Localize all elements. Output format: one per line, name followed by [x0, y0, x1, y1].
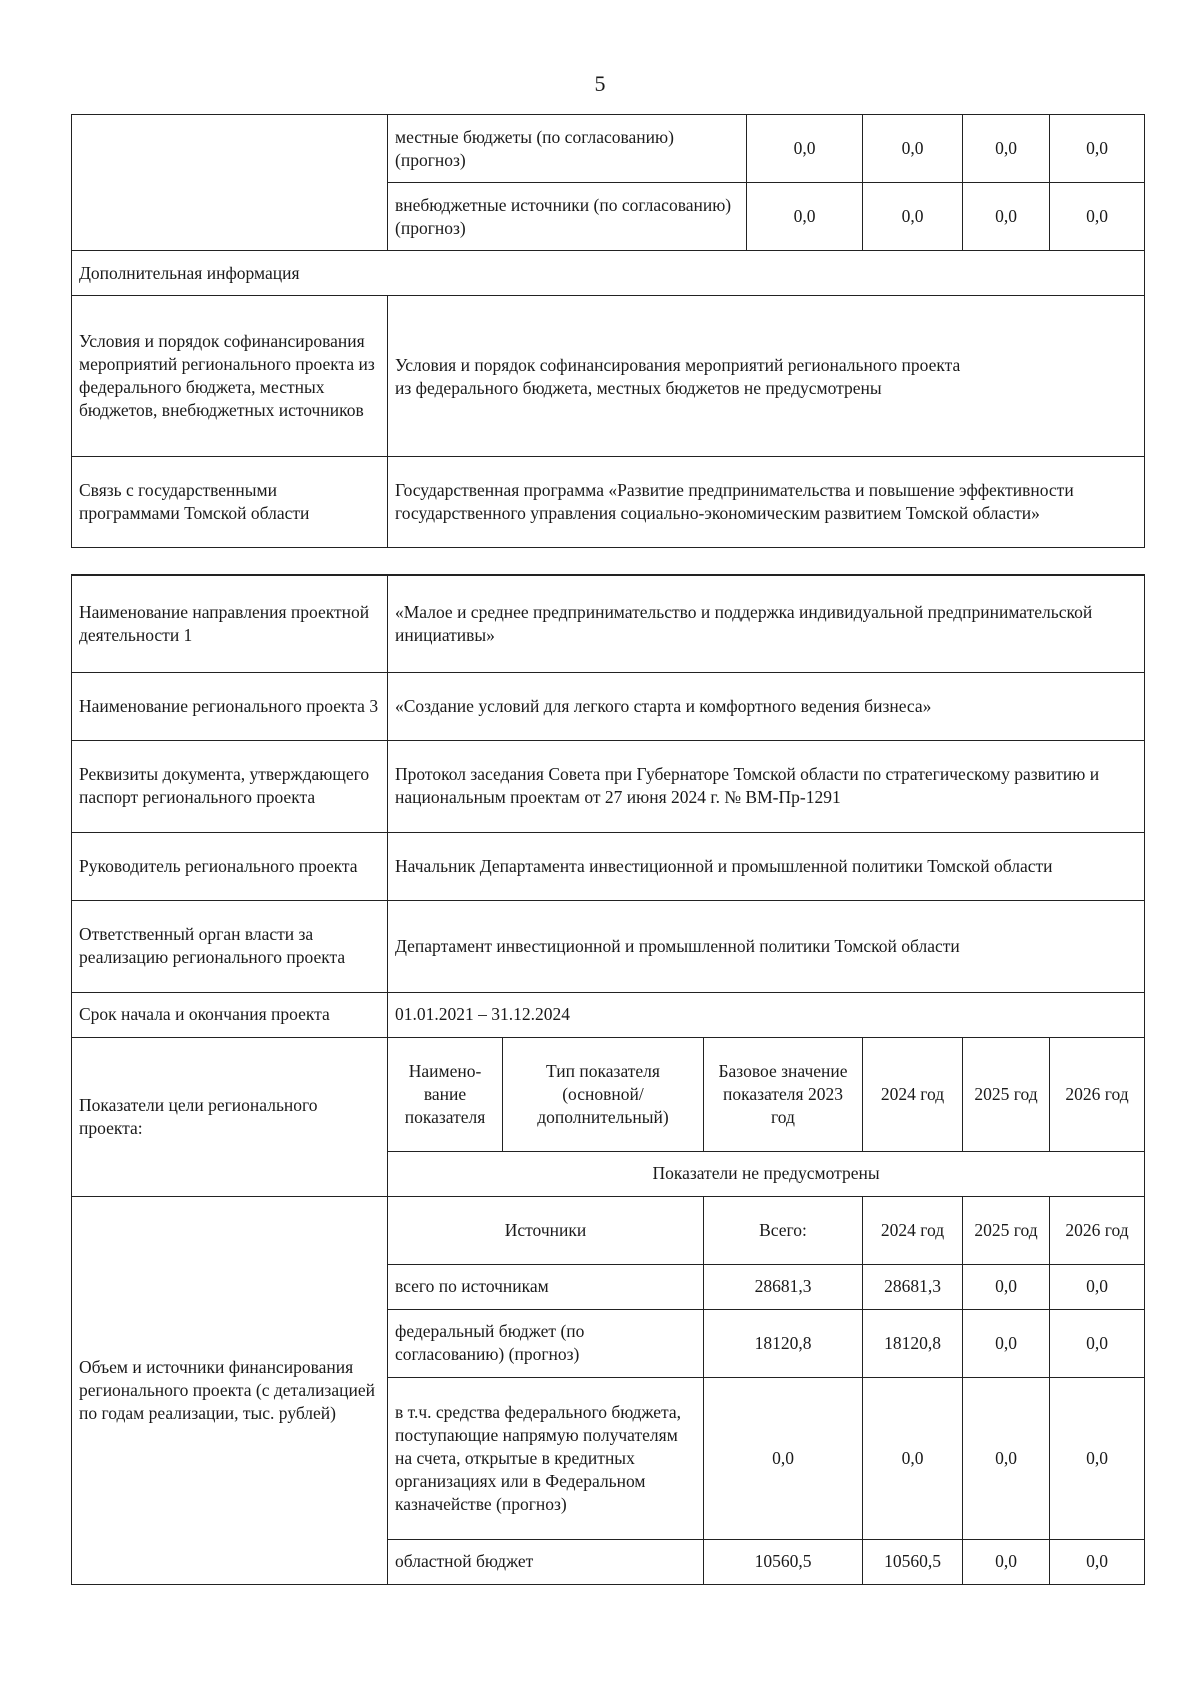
column-header: 2024 год	[863, 1196, 963, 1264]
column-header: 2025 год	[963, 1196, 1050, 1264]
value-cell: 0,0	[863, 183, 963, 251]
source-cell: всего по источникам	[388, 1264, 704, 1309]
row-value: 01.01.2021 – 31.12.2024	[388, 992, 1145, 1037]
row-label: Показатели цели регионального проекта:	[72, 1037, 388, 1196]
value-cell: 0,0	[1050, 183, 1145, 251]
table-row	[72, 457, 1145, 548]
row-label: Реквизиты документа, утверждающего паспорт регионального проекта	[72, 740, 388, 832]
table-row	[72, 1196, 1145, 1264]
value-cell: 0,0	[963, 1539, 1050, 1584]
value-cell: 0,0	[963, 183, 1050, 251]
value-cell: 0,0	[1050, 1377, 1145, 1539]
row-label: Наименование направления проектной деятельности 1	[72, 575, 388, 672]
value-cell: 0,0	[1050, 1309, 1145, 1377]
table-row	[72, 672, 1145, 740]
value-cell: 0,0	[863, 1377, 963, 1539]
row-label: Объем и источники финансирования регионального проекта (с детализацией по годам реализации, тыс. рублей)	[72, 1196, 388, 1584]
source-cell: внебюджетные источники (по согласованию) (прогноз)	[388, 183, 747, 251]
indicators-none: Показатели не предусмотрены	[388, 1151, 1145, 1196]
value-cell: 0,0	[747, 115, 863, 183]
column-header: 2024 год	[863, 1037, 963, 1151]
column-header: Наимено-вание показателя	[388, 1037, 503, 1151]
source-cell: в т.ч. средства федерального бюджета, поступающие напрямую получателям на счета, открытые в кредитных организациях или в Федеральном казначействе (прогноз)	[388, 1377, 704, 1539]
column-header: 2026 год	[1050, 1037, 1145, 1151]
table-row	[72, 296, 1145, 457]
source-cell: областной бюджет	[388, 1539, 704, 1584]
row-value: Начальник Департамента инвестиционной и промышленной политики Томской области	[388, 832, 1145, 900]
row-value: Государственная программа «Развитие предпринимательства и повышение эффективности государственного управления социально-экономическим развитием Томской области»	[388, 457, 1145, 548]
value-cell: 10560,5	[704, 1539, 863, 1584]
row-value: «Малое и среднее предпринимательство и поддержка индивидуальной предпринимательской инициативы»	[388, 575, 1145, 672]
source-cell: федеральный бюджет (по согласованию) (прогноз)	[388, 1309, 704, 1377]
value-cell: 18120,8	[704, 1309, 863, 1377]
value-cell: 0,0	[1050, 1539, 1145, 1584]
value-cell: 0,0	[747, 183, 863, 251]
table-row	[72, 575, 1145, 672]
value-cell: 0,0	[863, 115, 963, 183]
value-cell: 28681,3	[863, 1264, 963, 1309]
table-row	[72, 251, 1145, 296]
value-cell: 0,0	[1050, 115, 1145, 183]
column-header: 2025 год	[963, 1037, 1050, 1151]
row-label: Наименование регионального проекта 3	[72, 672, 388, 740]
column-header: Базовое значение показателя 2023 год	[704, 1037, 863, 1151]
empty-cell	[72, 115, 388, 251]
value-cell: 0,0	[963, 1309, 1050, 1377]
source-cell: местные бюджеты (по согласованию) (прогноз)	[388, 115, 747, 183]
row-label: Связь с государственными программами Томской области	[72, 457, 388, 548]
column-header: 2026 год	[1050, 1196, 1145, 1264]
column-header: Источники	[388, 1196, 704, 1264]
row-label: Срок начала и окончания проекта	[72, 992, 388, 1037]
value-cell: 0,0	[963, 1264, 1050, 1309]
value-cell: 0,0	[1050, 1264, 1145, 1309]
column-header: Всего:	[704, 1196, 863, 1264]
value-cell: 0,0	[963, 115, 1050, 183]
table-row	[72, 832, 1145, 900]
row-value-line: Условия и порядок софинансирования мероприятий регионального проекта	[395, 355, 961, 375]
row-label: Руководитель регионального проекта	[72, 832, 388, 900]
row-value	[388, 296, 1145, 457]
table-regional-project	[71, 574, 1145, 1585]
value-cell: 28681,3	[704, 1264, 863, 1309]
value-cell: 0,0	[704, 1377, 863, 1539]
table-row	[72, 1037, 1145, 1151]
section-heading: Дополнительная информация	[72, 251, 1145, 296]
value-cell: 0,0	[963, 1377, 1050, 1539]
page-number: 5	[594, 71, 606, 96]
row-value: Протокол заседания Совета при Губернаторе Томской области по стратегическому развитию и национальным проектам от 27 июня 2024 г. № ВМ-Пр-1291	[388, 740, 1145, 832]
row-label: Ответственный орган власти за реализацию регионального проекта	[72, 900, 388, 992]
row-value-line: из федерального бюджета, местных бюджетов не предусмотрены	[395, 378, 882, 398]
table-row	[72, 115, 1145, 183]
table-row	[72, 740, 1145, 832]
value-cell: 10560,5	[863, 1539, 963, 1584]
table-row	[72, 992, 1145, 1037]
row-value: «Создание условий для легкого старта и комфортного ведения бизнеса»	[388, 672, 1145, 740]
row-label: Условия и порядок софинансирования мероприятий регионального проекта из федерального бюджета, местных бюджетов, внебюджетных источников	[72, 296, 388, 457]
value-cell: 18120,8	[863, 1309, 963, 1377]
column-header: Тип показателя (основной/ дополнительный)	[503, 1037, 704, 1151]
table-continuation	[71, 114, 1145, 548]
table-row	[72, 900, 1145, 992]
row-value: Департамент инвестиционной и промышленной политики Томской области	[388, 900, 1145, 992]
